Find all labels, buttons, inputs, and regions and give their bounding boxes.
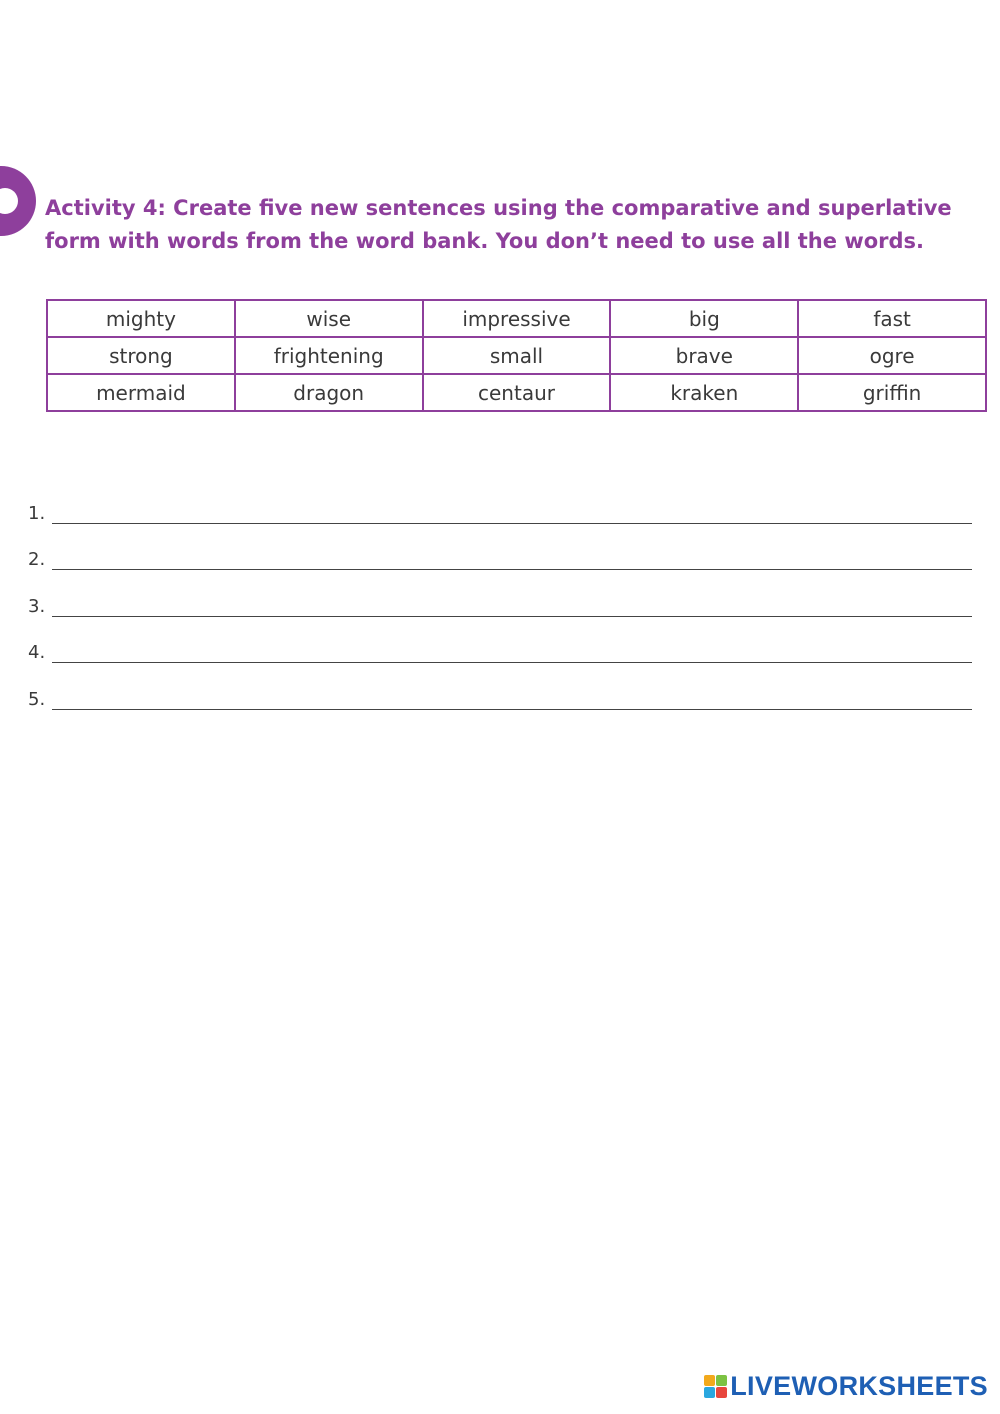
word-bank-cell: strong <box>47 337 235 374</box>
answer-line-4 <box>28 618 972 665</box>
brand-name: LIVEWORKSHEETS <box>730 1371 988 1401</box>
answer-line-field[interactable] <box>52 689 972 710</box>
word-bank-row <box>47 374 986 411</box>
answer-line-number: 1. <box>28 502 46 524</box>
answer-line-3 <box>28 571 972 618</box>
answer-line-number: 2. <box>28 549 46 570</box>
footer-brand <box>704 1371 988 1402</box>
activity-side-marker <box>0 166 36 236</box>
answer-line-1 <box>28 478 972 525</box>
word-bank-cell: small <box>423 337 611 374</box>
word-bank-cell: wise <box>235 300 423 337</box>
answer-line-field[interactable] <box>52 503 972 524</box>
answer-lines <box>28 478 972 711</box>
word-bank-cell: mighty <box>47 300 235 337</box>
answer-line-field[interactable] <box>52 642 972 663</box>
answer-line-number: 3. <box>28 595 46 617</box>
answer-line-field[interactable] <box>52 549 972 570</box>
answer-line-2 <box>28 525 972 572</box>
answer-line-number: 5. <box>28 688 46 710</box>
word-bank-cell: griffin <box>798 374 986 411</box>
word-bank-cell: dragon <box>235 374 423 411</box>
word-bank-cell: centaur <box>423 374 611 411</box>
word-bank-cell: fast <box>798 300 986 337</box>
liveworksheets-logo-icon <box>704 1375 727 1398</box>
answer-line-5 <box>28 664 972 711</box>
answer-line-field[interactable] <box>52 596 972 617</box>
word-bank-cell: big <box>610 300 798 337</box>
word-bank-cell: ogre <box>798 337 986 374</box>
word-bank-table <box>46 299 987 412</box>
activity-instruction: Activity 4: Create five new sentences using the comparative and superlative form with words from the word bank. You don’t need to use all the words. <box>45 196 952 253</box>
word-bank-cell: impressive <box>423 300 611 337</box>
answer-line-number: 4. <box>28 642 46 663</box>
word-bank-cell: kraken <box>610 374 798 411</box>
word-bank-cell: brave <box>610 337 798 374</box>
word-bank-cell: mermaid <box>47 374 235 411</box>
word-bank-cell: frightening <box>235 337 423 374</box>
word-bank-row <box>47 337 986 374</box>
word-bank-row <box>47 300 986 337</box>
